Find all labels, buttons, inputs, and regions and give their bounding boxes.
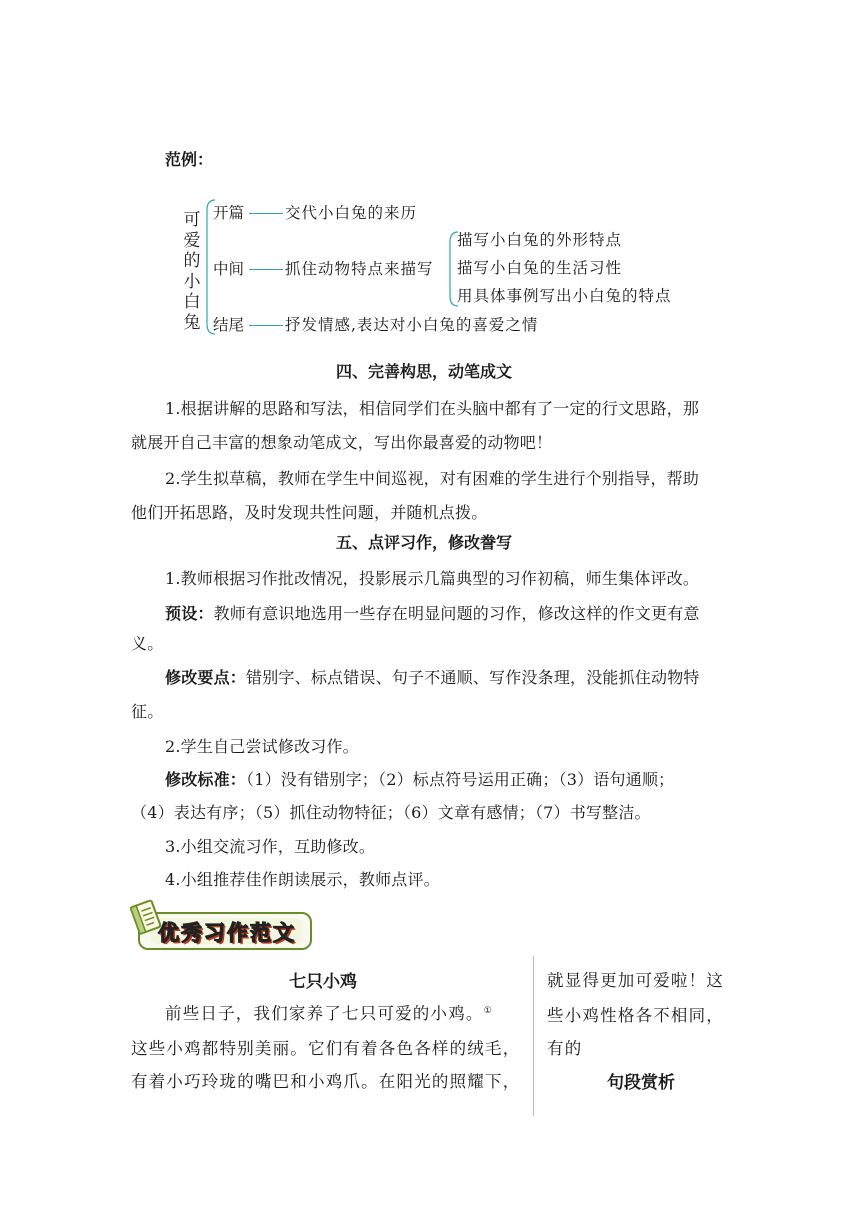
section4-heading: 四、完善构思，动笔成文 xyxy=(336,362,513,381)
points-label: 修改要点： xyxy=(165,668,247,687)
outline-middle-point: 描写小白兔的生活习性 xyxy=(457,259,623,277)
section4-paragraph2-line1: 2.学生拟草稿，教师在学生中间巡视，对有困难的学生进行个别指导，帮助 xyxy=(165,469,700,488)
points-line1 xyxy=(165,665,700,688)
preset-text: 教师有意识地选用一些存在明显问题的习作，修改这样的作文更有意 xyxy=(213,604,700,623)
standard-line2: （4）表达有序；（5）抓住动物特征；（6）文章有感情；（7）书写整洁。 xyxy=(131,803,651,822)
essay-right-line1: 就显得更加可爱啦！这 xyxy=(547,971,724,990)
section4-paragraph1-line1: 1.根据讲解的思路和写法，相信同学们在头脑中都有了一定的行文思路，那 xyxy=(165,399,700,418)
outline-middle-point: 描写小白兔的外形特点 xyxy=(457,231,623,249)
outline-beginning-label: 开篇 xyxy=(213,204,245,222)
section5-paragraph4: 4.小组推荐佳作朗读展示，教师点评。 xyxy=(165,870,440,889)
section4-paragraph2-line2: 他们开拓思路，及时发现共性问题，并随机点拨。 xyxy=(131,503,488,522)
points-line2: 征。 xyxy=(131,702,164,721)
preset-line1 xyxy=(165,601,700,624)
essay-line2: 这些小鸡都特别美丽。它们有着各色各样的绒毛， xyxy=(131,1039,521,1058)
section5-paragraph2: 2.学生自己尝试修改习作。 xyxy=(165,737,359,756)
outline-ending-label: 结尾 xyxy=(213,316,245,334)
footnote-marker: ① xyxy=(483,1006,493,1016)
standard-label: 修改标准： xyxy=(165,770,247,789)
outline-middle-label: 中间 xyxy=(213,260,245,278)
essay-right-line2: 些小鸡性格各不相同， xyxy=(547,1006,724,1025)
section5-paragraph3: 3.小组交流习作，互助修改。 xyxy=(165,837,376,856)
outline-beginning-text: 交代小白兔的来历 xyxy=(285,204,418,222)
badge-text: 优秀习作范文 xyxy=(158,921,296,945)
section5-heading: 五、点评习作，修改誊写 xyxy=(336,533,513,552)
preset-line2: 义。 xyxy=(131,634,164,653)
outline-connector-ending xyxy=(249,325,283,326)
standard-text: （1）没有错别字；（2）标点符号运用正确；（3）语句通顺； xyxy=(246,770,675,789)
essay-line3: 有着小巧玲珑的嘴巴和小鸡爪。在阳光的照耀下， xyxy=(131,1072,521,1091)
essay-line1 xyxy=(165,1000,493,1024)
points-text: 错别字、标点错误、句子不通顺、写作没条理，没能抓住动物特 xyxy=(246,668,700,687)
example-label: 范例： xyxy=(165,150,214,169)
outline-connector-middle xyxy=(249,269,283,270)
outline-ending-text: 抒发情感,表达对小白兔的喜爱之情 xyxy=(285,316,539,334)
analysis-heading: 句段赏析 xyxy=(607,1073,675,1093)
column-divider xyxy=(533,956,534,1116)
preset-label: 预设： xyxy=(165,604,214,623)
outline-middle-point: 用具体事例写出小白兔的特点 xyxy=(457,287,672,305)
outline-title: 可爱的小白兔 xyxy=(183,210,201,333)
essay-title: 七只小鸡 xyxy=(289,972,357,992)
essay-line1-text: 前些日子，我们家养了七只可爱的小鸡。 xyxy=(165,1004,484,1023)
outline-middle-text: 抓住动物特点来描写 xyxy=(285,260,434,278)
standard-line1 xyxy=(165,767,674,790)
essay-right-line3: 有的 xyxy=(547,1039,583,1058)
section5-paragraph1: 1.教师根据习作批改情况，投影展示几篇典型的习作初稿，师生集体评改。 xyxy=(165,569,700,588)
outline-connector-beginning xyxy=(249,213,283,214)
section4-paragraph1-line2: 就展开自己丰富的想象动笔成文，写出你最喜爱的动物吧！ xyxy=(131,433,553,452)
